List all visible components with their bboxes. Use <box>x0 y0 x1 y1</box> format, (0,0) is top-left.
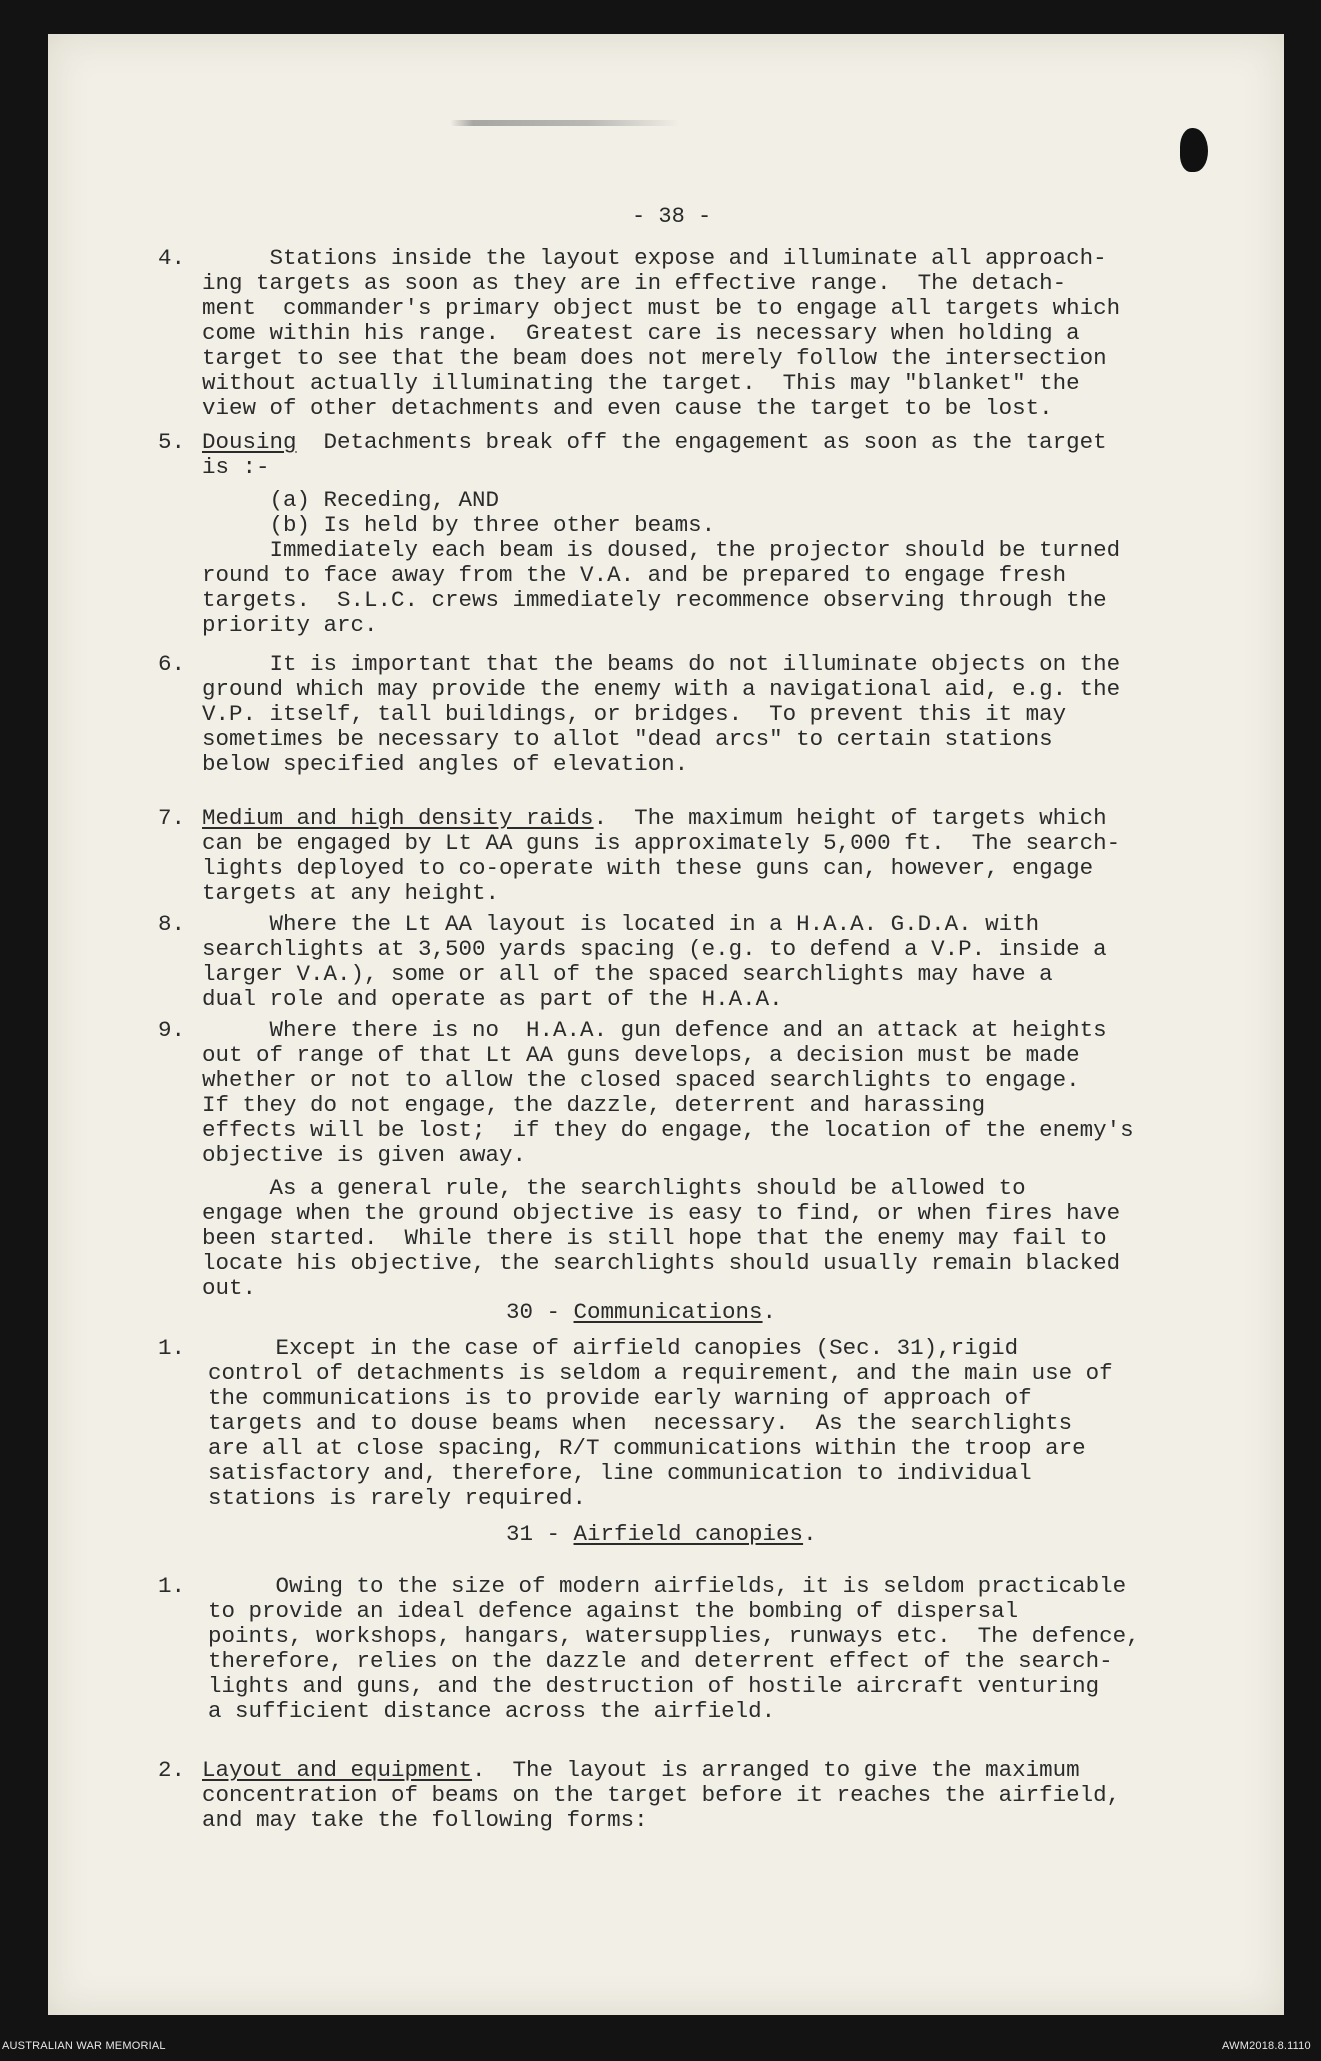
text-line: whether or not to allow the closed spaced searchlights to engage. <box>202 1067 1080 1093</box>
text-line: targets at any height. <box>202 880 500 906</box>
text-line: Where the Lt AA layout is located in a H.A.A. G.D.A. with <box>202 911 1040 937</box>
text-line: to provide an ideal defence against the bombing of dispersal <box>208 1598 1019 1624</box>
paragraph-text <box>202 246 1120 421</box>
text-line: Immediately each beam is doused, the projector should be turned <box>202 537 1121 563</box>
text-line: concentration of beams on the target before it reaches the airfield, <box>202 1782 1121 1808</box>
text-line: engage when the ground objective is easy to find, or when fires have <box>202 1200 1121 1226</box>
text-line: lights and guns, and the destruction of hostile aircraft venturing <box>208 1673 1100 1699</box>
paragraph-heading: Dousing <box>202 429 297 455</box>
text-line: Dousing Detachments break off the engagement as soon as the target <box>202 429 1107 455</box>
text-line: target to see that the beam does not merely follow the intersection <box>202 345 1107 371</box>
text-line: locate his objective, the searchlights should usually remain blacked <box>202 1250 1121 1276</box>
text-line: control of detachments is seldom a requirement, and the main use of <box>208 1360 1113 1386</box>
paragraph-text <box>202 652 1120 777</box>
text-line: been started. While there is still hope that the enemy may fail to <box>202 1225 1107 1251</box>
paragraph-text <box>202 806 1120 906</box>
text-line: larger V.A.), some or all of the spaced searchlights may have a <box>202 961 1053 987</box>
text-line: can be engaged by Lt AA guns is approximately 5,000 ft. The search- <box>202 830 1121 856</box>
section-31-heading: 31 - Airfield canopies. <box>506 1521 817 1547</box>
text-line: dual role and operate as part of the H.A.A. <box>202 986 783 1012</box>
text-line: round to face away from the V.A. and be prepared to engage fresh <box>202 562 1067 588</box>
section-title: Communications <box>573 1299 763 1325</box>
paragraph-text <box>208 1336 1113 1511</box>
paragraph-number: 4. <box>158 245 186 271</box>
text-line: Owing to the size of modern airfields, it is seldom practicable <box>208 1573 1127 1599</box>
text-line: searchlights at 3,500 yards spacing (e.g. to defend a V.P. inside a <box>202 936 1107 962</box>
text-line: Stations inside the layout expose and illuminate all approach- <box>202 245 1107 271</box>
text-line: priority arc. <box>202 612 378 638</box>
paragraph-text <box>202 1758 1120 1833</box>
text-line: satisfactory and, therefore, line communication to individual <box>208 1460 1032 1486</box>
text-line: (a) Receding, AND <box>202 487 500 513</box>
text-line: sometimes be necessary to allot "dead arcs" to certain stations <box>202 726 1053 752</box>
paragraph-number: 2. <box>158 1757 186 1783</box>
paragraph-number: 9. <box>158 1017 186 1043</box>
text-line: Where there is no H.A.A. gun defence and an attack at heights <box>202 1017 1107 1043</box>
text-line: V.P. itself, tall buildings, or bridges. To prevent this it may <box>202 701 1067 727</box>
text-line: without actually illuminating the target. This may "blanket" the <box>202 370 1080 396</box>
page-number: - 38 - <box>632 204 712 229</box>
paragraph-text <box>202 430 1107 480</box>
text-line: therefore, relies on the dazzle and deterrent effect of the search- <box>208 1648 1113 1674</box>
text-line: is :- <box>202 454 270 480</box>
text-line: a sufficient distance across the airfield. <box>208 1698 776 1724</box>
paragraph-heading: Layout and equipment <box>202 1757 473 1783</box>
paragraph-heading: Medium and high density raids <box>202 805 594 831</box>
paragraph-text <box>202 488 715 538</box>
paragraph-number: 5. <box>158 429 186 455</box>
text-line: Medium and high density raids. The maximum height of targets which <box>202 805 1107 831</box>
text-line: below specified angles of elevation. <box>202 751 689 777</box>
paragraph-number: 8. <box>158 911 186 937</box>
paragraph-text <box>202 538 1120 638</box>
text-line: view of other detachments and even cause the target to be lost. <box>202 395 1053 421</box>
text-line: points, workshops, hangars, watersupplies, runways etc. The defence, <box>208 1623 1140 1649</box>
text-line: As a general rule, the searchlights should be allowed to <box>202 1175 1026 1201</box>
text-line: (b) Is held by three other beams. <box>202 512 716 538</box>
text-line: targets and to douse beams when necessary. As the searchlights <box>208 1410 1073 1436</box>
paragraph-text <box>202 1018 1134 1168</box>
paragraph-number: 6. <box>158 651 186 677</box>
footer-archive-label: AUSTRALIAN WAR MEMORIAL <box>2 2040 166 2052</box>
section-30-heading: 30 - Communications. <box>506 1299 777 1325</box>
paragraph-number: 1. <box>158 1335 186 1361</box>
paragraph-number: 7. <box>158 805 186 831</box>
text-line: the communications is to provide early warning of approach of <box>208 1385 1032 1411</box>
text-line: out of range of that Lt AA guns develops, a decision must be made <box>202 1042 1080 1068</box>
footer-accession-number: AWM2018.8.1110 <box>1222 2040 1311 2052</box>
text-line: out. <box>202 1275 257 1301</box>
text-line: Layout and equipment. The layout is arranged to give the maximum <box>202 1757 1080 1783</box>
text-line: stations is rarely required. <box>208 1485 587 1511</box>
ink-stain <box>1180 128 1208 172</box>
text-line: ment commander's primary object must be to engage all targets which <box>202 295 1121 321</box>
paragraph-number: 1. <box>158 1573 186 1599</box>
text-line: Except in the case of airfield canopies (Sec. 31),rigid <box>208 1335 1019 1361</box>
text-line: objective is given away. <box>202 1142 527 1168</box>
text-line: ground which may provide the enemy with a navigational aid, e.g. the <box>202 676 1121 702</box>
paragraph-text <box>208 1574 1140 1724</box>
text-line: It is important that the beams do not illuminate objects on the <box>202 651 1121 677</box>
text-line: lights deployed to co-operate with these guns can, however, engage <box>202 855 1094 881</box>
section-title: Airfield canopies <box>573 1521 804 1547</box>
paragraph-text <box>202 1176 1120 1301</box>
text-line: targets. S.L.C. crews immediately recommence observing through the <box>202 587 1107 613</box>
text-line: are all at close spacing, R/T communications within the troop are <box>208 1435 1086 1461</box>
paragraph-text <box>202 912 1107 1012</box>
pencil-mark <box>450 120 680 126</box>
text-line: If they do not engage, the dazzle, deterrent and harassing <box>202 1092 986 1118</box>
text-line: effects will be lost; if they do engage, the location of the enemy's <box>202 1117 1134 1143</box>
text-line: come within his range. Greatest care is necessary when holding a <box>202 320 1080 346</box>
text-line: ing targets as soon as they are in effective range. The detach- <box>202 270 1067 296</box>
text-line: and may take the following forms: <box>202 1807 648 1833</box>
